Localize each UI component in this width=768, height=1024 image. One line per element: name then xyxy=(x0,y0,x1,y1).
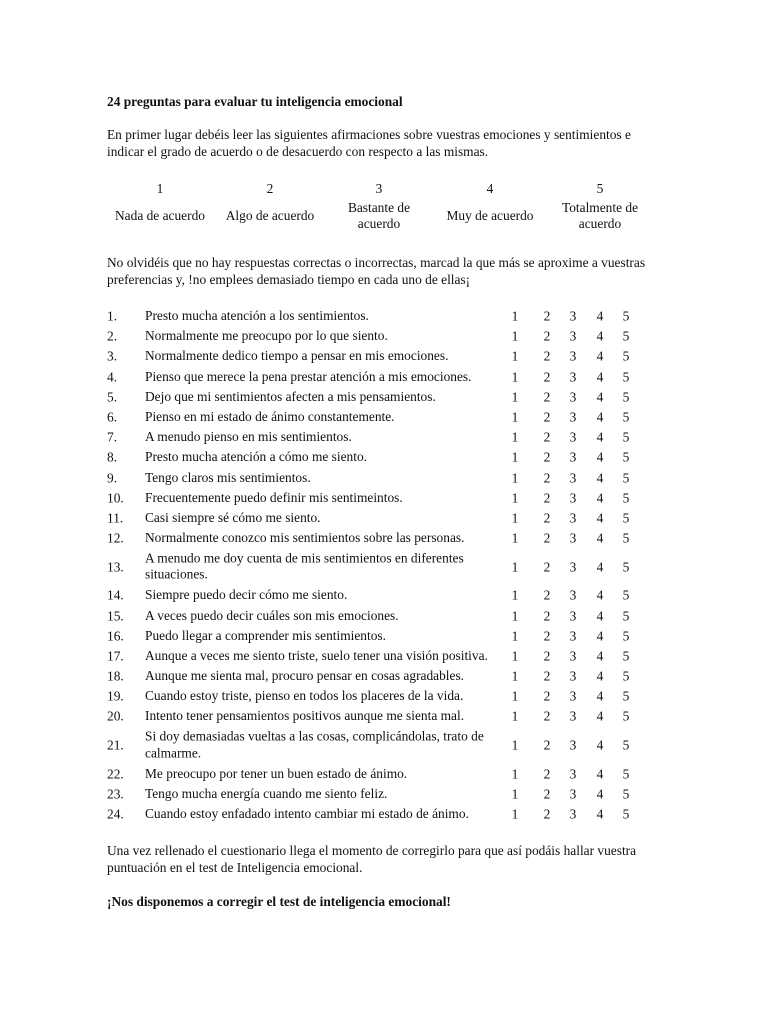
question-text: Dejo que mi sentimientos afecten a mis pensamientos. xyxy=(145,388,436,404)
question-number: 24. xyxy=(107,806,124,822)
question-text: Aunque a veces me siento triste, suelo tener una visión positiva. xyxy=(145,647,488,663)
rating-option-2[interactable]: 2 xyxy=(543,530,551,546)
rating-option-4[interactable]: 4 xyxy=(596,587,604,603)
question-text: Casi siempre sé cómo me siento. xyxy=(145,509,321,525)
rating-option-3[interactable]: 3 xyxy=(569,328,577,344)
rating-option-2[interactable]: 2 xyxy=(543,328,551,344)
question-text: Me preocupo por tener un buen estado de ánimo. xyxy=(145,765,408,781)
rating-option-5[interactable]: 5 xyxy=(622,608,630,624)
question-number: 21. xyxy=(107,737,124,753)
rating-option-1[interactable]: 1 xyxy=(511,348,519,364)
rating-option-1[interactable]: 1 xyxy=(511,628,519,644)
rating-option-3[interactable]: 3 xyxy=(569,587,577,603)
question-row xyxy=(107,306,647,326)
rating-option-5[interactable]: 5 xyxy=(622,708,630,724)
question-number: 10. xyxy=(107,490,124,506)
rating-option-2[interactable]: 2 xyxy=(543,628,551,644)
rating-option-1[interactable]: 1 xyxy=(511,429,519,445)
scale-item xyxy=(339,180,419,234)
scale-number: 3 xyxy=(375,181,383,196)
rating-option-3[interactable]: 3 xyxy=(569,668,577,684)
rating-option-2[interactable]: 2 xyxy=(543,559,551,575)
rating-option-1[interactable]: 1 xyxy=(511,608,519,624)
rating-option-4[interactable]: 4 xyxy=(596,766,604,782)
question-number: 6. xyxy=(107,409,118,425)
question-row xyxy=(107,686,647,706)
rating-option-4[interactable]: 4 xyxy=(596,328,604,344)
rating-option-1[interactable]: 1 xyxy=(511,449,519,465)
rating-option-4[interactable]: 4 xyxy=(596,409,604,425)
rating-option-2[interactable]: 2 xyxy=(543,409,551,425)
question-number: 2. xyxy=(107,328,118,344)
rating-option-4[interactable]: 4 xyxy=(596,688,604,704)
rating-option-2[interactable]: 2 xyxy=(543,308,551,324)
rating-option-3[interactable]: 3 xyxy=(569,608,577,624)
rating-option-4[interactable]: 4 xyxy=(596,490,604,506)
rating-option-2[interactable]: 2 xyxy=(543,806,551,822)
rating-option-2[interactable]: 2 xyxy=(543,737,551,753)
rating-option-5[interactable]: 5 xyxy=(622,648,630,664)
question-text: Pienso en mi estado de ánimo constantemente. xyxy=(145,408,395,424)
rating-option-3[interactable]: 3 xyxy=(569,490,577,506)
question-row xyxy=(107,585,647,605)
rating-option-2[interactable]: 2 xyxy=(543,510,551,526)
question-row xyxy=(107,727,647,764)
question-row xyxy=(107,784,647,804)
instructions-note: No olvidéis que no hay respuestas correctas o incorrectas, marcad la que más se aproxime a vuestras preferencias y, !no emplees demasiado tiempo en cada uno de ellas¡ xyxy=(107,255,646,287)
rating-option-5[interactable]: 5 xyxy=(622,587,630,603)
rating-option-4[interactable]: 4 xyxy=(596,429,604,445)
question-number: 20. xyxy=(107,708,124,724)
rating-option-3[interactable]: 3 xyxy=(569,786,577,802)
rating-option-5[interactable]: 5 xyxy=(622,449,630,465)
rating-option-3[interactable]: 3 xyxy=(569,737,577,753)
question-text: Cuando estoy enfadado intento cambiar mi estado de ánimo. xyxy=(145,805,469,821)
document-title: 24 preguntas para evaluar tu inteligencia emocional xyxy=(107,94,403,109)
rating-option-3[interactable]: 3 xyxy=(569,766,577,782)
question-text: A menudo pienso en mis sentimientos. xyxy=(145,428,352,444)
question-row xyxy=(107,666,647,686)
rating-option-3[interactable]: 3 xyxy=(569,628,577,644)
rating-option-5[interactable]: 5 xyxy=(622,806,630,822)
question-row xyxy=(107,706,647,726)
question-text: Tengo mucha energía cuando me siento feliz. xyxy=(145,785,388,801)
rating-option-1[interactable]: 1 xyxy=(511,648,519,664)
rating-option-3[interactable]: 3 xyxy=(569,708,577,724)
rating-option-1[interactable]: 1 xyxy=(511,470,519,486)
question-number: 14. xyxy=(107,587,124,603)
rating-option-1[interactable]: 1 xyxy=(511,737,519,753)
question-number: 12. xyxy=(107,530,124,546)
scale-number: 2 xyxy=(266,181,274,196)
rating-option-1[interactable]: 1 xyxy=(511,369,519,385)
rating-option-2[interactable]: 2 xyxy=(543,389,551,405)
question-number: 23. xyxy=(107,786,124,802)
rating-option-1[interactable]: 1 xyxy=(511,389,519,405)
rating-option-4[interactable]: 4 xyxy=(596,786,604,802)
rating-option-3[interactable]: 3 xyxy=(569,308,577,324)
question-row xyxy=(107,468,647,488)
question-text: Presto mucha atención a cómo me siento. xyxy=(145,449,367,465)
rating-option-5[interactable]: 5 xyxy=(622,737,630,753)
rating-option-4[interactable]: 4 xyxy=(596,628,604,644)
question-number: 11. xyxy=(107,510,124,526)
rating-option-2[interactable]: 2 xyxy=(543,786,551,802)
rating-option-3[interactable]: 3 xyxy=(569,470,577,486)
question-number: 15. xyxy=(107,608,124,624)
rating-option-4[interactable]: 4 xyxy=(596,708,604,724)
question-row xyxy=(107,346,647,366)
rating-option-1[interactable]: 1 xyxy=(511,766,519,782)
question-row xyxy=(107,326,647,346)
question-text: Cuando estoy triste, pienso en todos los placeres de la vida. xyxy=(145,688,464,704)
rating-option-1[interactable]: 1 xyxy=(511,786,519,802)
question-text: Intento tener pensamientos positivos aunque me sienta mal. xyxy=(145,708,465,724)
rating-option-4[interactable]: 4 xyxy=(596,806,604,822)
question-row xyxy=(107,528,647,548)
question-text: Pienso que merece la pena prestar atención a mis emociones. xyxy=(145,368,472,384)
rating-option-5[interactable]: 5 xyxy=(622,510,630,526)
scale-number: 4 xyxy=(486,181,494,196)
rating-option-4[interactable]: 4 xyxy=(596,668,604,684)
question-text: Tengo claros mis sentimientos. xyxy=(145,469,311,485)
scale-item xyxy=(555,180,645,234)
rating-option-5[interactable]: 5 xyxy=(622,766,630,782)
rating-option-5[interactable]: 5 xyxy=(622,348,630,364)
rating-option-5[interactable]: 5 xyxy=(622,490,630,506)
rating-scale-legend xyxy=(105,180,655,236)
rating-option-5[interactable]: 5 xyxy=(622,409,630,425)
rating-option-3[interactable]: 3 xyxy=(569,429,577,445)
question-row xyxy=(107,626,647,646)
question-number: 19. xyxy=(107,688,124,704)
rating-option-1[interactable]: 1 xyxy=(511,510,519,526)
scale-label: Muy de acuerdo xyxy=(446,208,534,223)
question-text: Siempre puedo decir cómo me siento. xyxy=(145,587,348,603)
rating-option-3[interactable]: 3 xyxy=(569,369,577,385)
rating-option-2[interactable]: 2 xyxy=(543,688,551,704)
scale-item xyxy=(105,180,215,234)
question-number: 1. xyxy=(107,308,118,324)
scale-number: 1 xyxy=(156,181,164,196)
question-text: Normalmente me preocupo por lo que siento. xyxy=(145,328,388,344)
question-number: 4. xyxy=(107,369,118,385)
rating-option-3[interactable]: 3 xyxy=(569,806,577,822)
rating-option-4[interactable]: 4 xyxy=(596,737,604,753)
final-heading: ¡Nos disponemos a corregir el test de inteligencia emocional! xyxy=(107,894,451,909)
question-row xyxy=(107,508,647,528)
question-list xyxy=(107,306,647,824)
rating-option-2[interactable]: 2 xyxy=(543,608,551,624)
question-row xyxy=(107,548,647,585)
question-number: 18. xyxy=(107,668,124,684)
rating-option-2[interactable]: 2 xyxy=(543,490,551,506)
rating-option-1[interactable]: 1 xyxy=(511,559,519,575)
question-number: 8. xyxy=(107,449,118,465)
rating-option-3[interactable]: 3 xyxy=(569,449,577,465)
scale-label: Nada de acuerdo xyxy=(115,208,205,223)
rating-option-2[interactable]: 2 xyxy=(543,668,551,684)
rating-option-5[interactable]: 5 xyxy=(622,688,630,704)
question-text: Normalmente conozco mis sentimientos sobre las personas. xyxy=(145,529,465,545)
question-row xyxy=(107,804,647,824)
question-text: Presto mucha atención a los sentimientos. xyxy=(145,307,369,323)
rating-option-5[interactable]: 5 xyxy=(622,328,630,344)
question-row xyxy=(107,427,647,447)
rating-option-3[interactable]: 3 xyxy=(569,559,577,575)
rating-option-5[interactable]: 5 xyxy=(622,559,630,575)
question-row xyxy=(107,407,647,427)
rating-option-3[interactable]: 3 xyxy=(569,530,577,546)
question-number: 13. xyxy=(107,559,124,575)
question-text: A menudo me doy cuenta de mis sentimientos en diferentes situaciones. xyxy=(145,550,464,582)
rating-option-4[interactable]: 4 xyxy=(596,389,604,405)
scale-number: 5 xyxy=(596,181,604,196)
rating-option-2[interactable]: 2 xyxy=(543,587,551,603)
rating-option-5[interactable]: 5 xyxy=(622,668,630,684)
rating-option-2[interactable]: 2 xyxy=(543,470,551,486)
rating-option-4[interactable]: 4 xyxy=(596,648,604,664)
question-row xyxy=(107,764,647,784)
question-number: 22. xyxy=(107,766,124,782)
rating-option-4[interactable]: 4 xyxy=(596,348,604,364)
rating-option-1[interactable]: 1 xyxy=(511,688,519,704)
rating-option-5[interactable]: 5 xyxy=(622,369,630,385)
rating-option-5[interactable]: 5 xyxy=(622,530,630,546)
rating-option-1[interactable]: 1 xyxy=(511,708,519,724)
rating-option-4[interactable]: 4 xyxy=(596,510,604,526)
scale-item xyxy=(435,180,545,234)
question-number: 9. xyxy=(107,470,118,486)
rating-option-1[interactable]: 1 xyxy=(511,409,519,425)
question-row xyxy=(107,605,647,625)
question-row xyxy=(107,387,647,407)
rating-option-4[interactable]: 4 xyxy=(596,559,604,575)
rating-option-3[interactable]: 3 xyxy=(569,648,577,664)
rating-option-2[interactable]: 2 xyxy=(543,449,551,465)
rating-option-5[interactable]: 5 xyxy=(622,308,630,324)
rating-option-1[interactable]: 1 xyxy=(511,806,519,822)
rating-option-3[interactable]: 3 xyxy=(569,348,577,364)
closing-paragraph: Una vez rellenado el cuestionario llega el momento de corregirlo para que así podáis hallar vuestra puntuación en el test de Inteligencia emocional. xyxy=(107,843,637,875)
rating-option-2[interactable]: 2 xyxy=(543,369,551,385)
rating-option-1[interactable]: 1 xyxy=(511,668,519,684)
rating-option-1[interactable]: 1 xyxy=(511,328,519,344)
question-text: A veces puedo decir cuáles son mis emociones. xyxy=(145,607,399,623)
rating-option-4[interactable]: 4 xyxy=(596,608,604,624)
question-text: Puedo llegar a comprender mis sentimientos. xyxy=(145,627,386,643)
rating-option-1[interactable]: 1 xyxy=(511,530,519,546)
question-row xyxy=(107,646,647,666)
question-row xyxy=(107,447,647,467)
question-row xyxy=(107,367,647,387)
scale-label: Totalmente de acuerdo xyxy=(561,200,639,231)
question-text: Normalmente dedico tiempo a pensar en mis emociones. xyxy=(145,348,449,364)
rating-option-3[interactable]: 3 xyxy=(569,510,577,526)
question-number: 3. xyxy=(107,348,118,364)
rating-option-2[interactable]: 2 xyxy=(543,348,551,364)
rating-option-4[interactable]: 4 xyxy=(596,369,604,385)
scale-label: Algo de acuerdo xyxy=(225,208,315,223)
rating-option-1[interactable]: 1 xyxy=(511,587,519,603)
rating-option-5[interactable]: 5 xyxy=(622,786,630,802)
rating-option-4[interactable]: 4 xyxy=(596,470,604,486)
question-number: 17. xyxy=(107,648,124,664)
question-number: 16. xyxy=(107,628,124,644)
rating-option-5[interactable]: 5 xyxy=(622,389,630,405)
question-text: Frecuentemente puedo definir mis sentimeintos. xyxy=(145,489,403,505)
rating-option-4[interactable]: 4 xyxy=(596,308,604,324)
question-number: 5. xyxy=(107,389,118,405)
question-number: 7. xyxy=(107,429,118,445)
rating-option-2[interactable]: 2 xyxy=(543,766,551,782)
scale-item xyxy=(215,180,325,234)
rating-option-5[interactable]: 5 xyxy=(622,429,630,445)
question-text: Si doy demasiadas vueltas a las cosas, complicándolas, trato de calmarme. xyxy=(145,728,484,761)
rating-option-2[interactable]: 2 xyxy=(543,708,551,724)
rating-option-3[interactable]: 3 xyxy=(569,688,577,704)
rating-option-3[interactable]: 3 xyxy=(569,409,577,425)
rating-option-5[interactable]: 5 xyxy=(622,470,630,486)
question-row xyxy=(107,488,647,508)
rating-option-4[interactable]: 4 xyxy=(596,449,604,465)
rating-option-1[interactable]: 1 xyxy=(511,308,519,324)
scale-label: Bastante de acuerdo xyxy=(347,200,411,231)
rating-option-4[interactable]: 4 xyxy=(596,530,604,546)
intro-paragraph: En primer lugar debéis leer las siguientes afirmaciones sobre vuestras emociones y sentimientos e indicar el grado de acuerdo o de desacuerdo con respecto a las mismas. xyxy=(107,127,631,159)
rating-option-5[interactable]: 5 xyxy=(622,628,630,644)
rating-option-2[interactable]: 2 xyxy=(543,648,551,664)
rating-option-3[interactable]: 3 xyxy=(569,389,577,405)
rating-option-1[interactable]: 1 xyxy=(511,490,519,506)
rating-option-2[interactable]: 2 xyxy=(543,429,551,445)
question-text: Aunque me sienta mal, procuro pensar en cosas agradables. xyxy=(145,667,465,683)
